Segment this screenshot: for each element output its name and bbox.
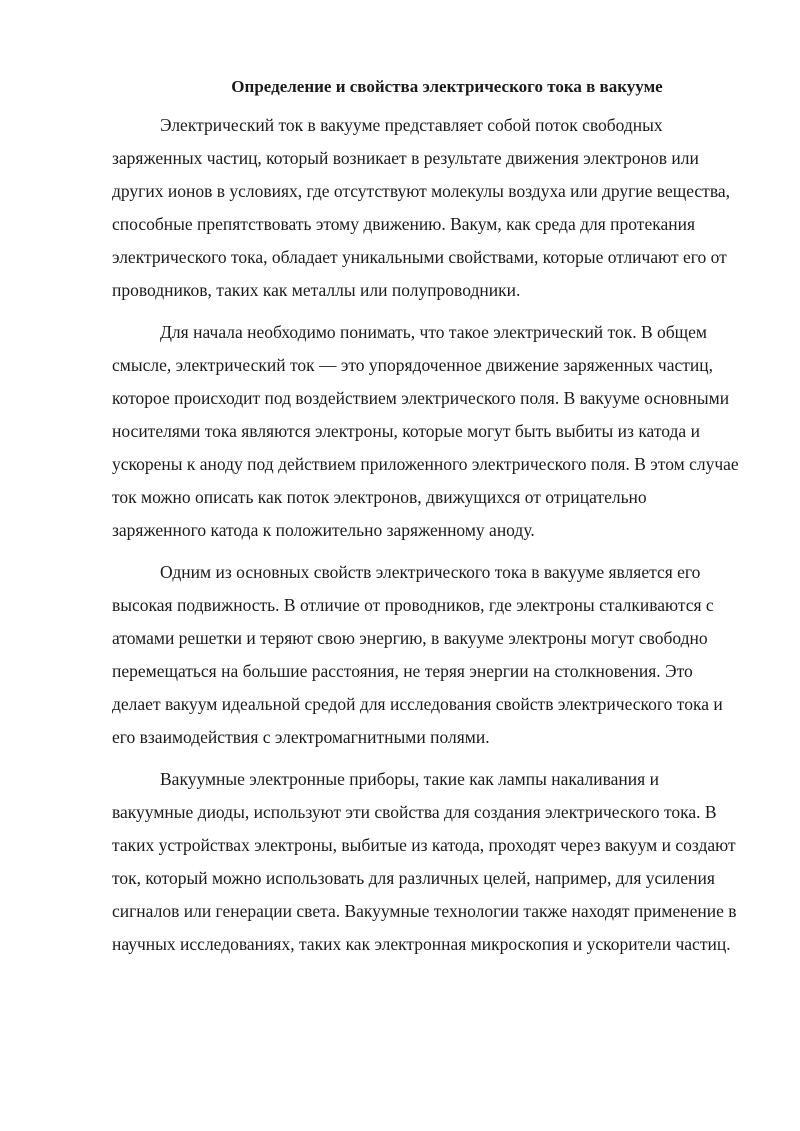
document-title: Определение и свойства электрического тока в вакууме — [231, 77, 663, 96]
paragraph-3: Одним из основных свойств электрического тока в вакууме является его высокая подвижность. В отличие от проводников, где электроны сталкиваются с атомами решетки и теряют свою энергию, в вакууме электроны могут свободно перемещаться на большие расстояния, не теряя энергии на столкновения. Это делает вакуум идеальной средой для исследования свойств электрического тока и его взаимодействия с электромагнитными полями. — [112, 562, 723, 747]
paragraph-2: Для начала необходимо понимать, что такое электрический ток. В общем смысле, электрический ток — это упорядоченное движение заряженных частиц, которое происходит под воздействием электрического поля. В вакууме основными носителями тока являются электроны, которые могут быть выбиты из катода и ускорены к аноду под действием приложенного электрического поля. В этом случае ток можно описать как поток электронов, движущихся от отрицательно заряженного катода к положительно заряженному аноду. — [112, 322, 739, 540]
paragraph-4: Вакуумные электронные приборы, такие как лампы накаливания и вакуумные диоды, используют эти свойства для создания электрического тока. В таких устройствах электроны, выбитые из катода, проходят через вакуум и создают ток, который можно использовать для различных целей, например, для усиления сигналов или генерации света. Вакуумные технологии также находят применение в научных исследованиях, таких как электронная микроскопия и ускорители частиц. — [112, 769, 737, 954]
paragraph-1: Электрический ток в вакууме представляет собой поток свободных заряженных частиц, который возникает в результате движения электронов или других ионов в условиях, где отсутствуют молекулы воздуха или другие вещества, способные препятствовать этому движению. Вакум, как среда для протекания электрического тока, обладает уникальными свойствами, которые отличают его от проводников, таких как металлы или полупроводники. — [112, 115, 730, 300]
